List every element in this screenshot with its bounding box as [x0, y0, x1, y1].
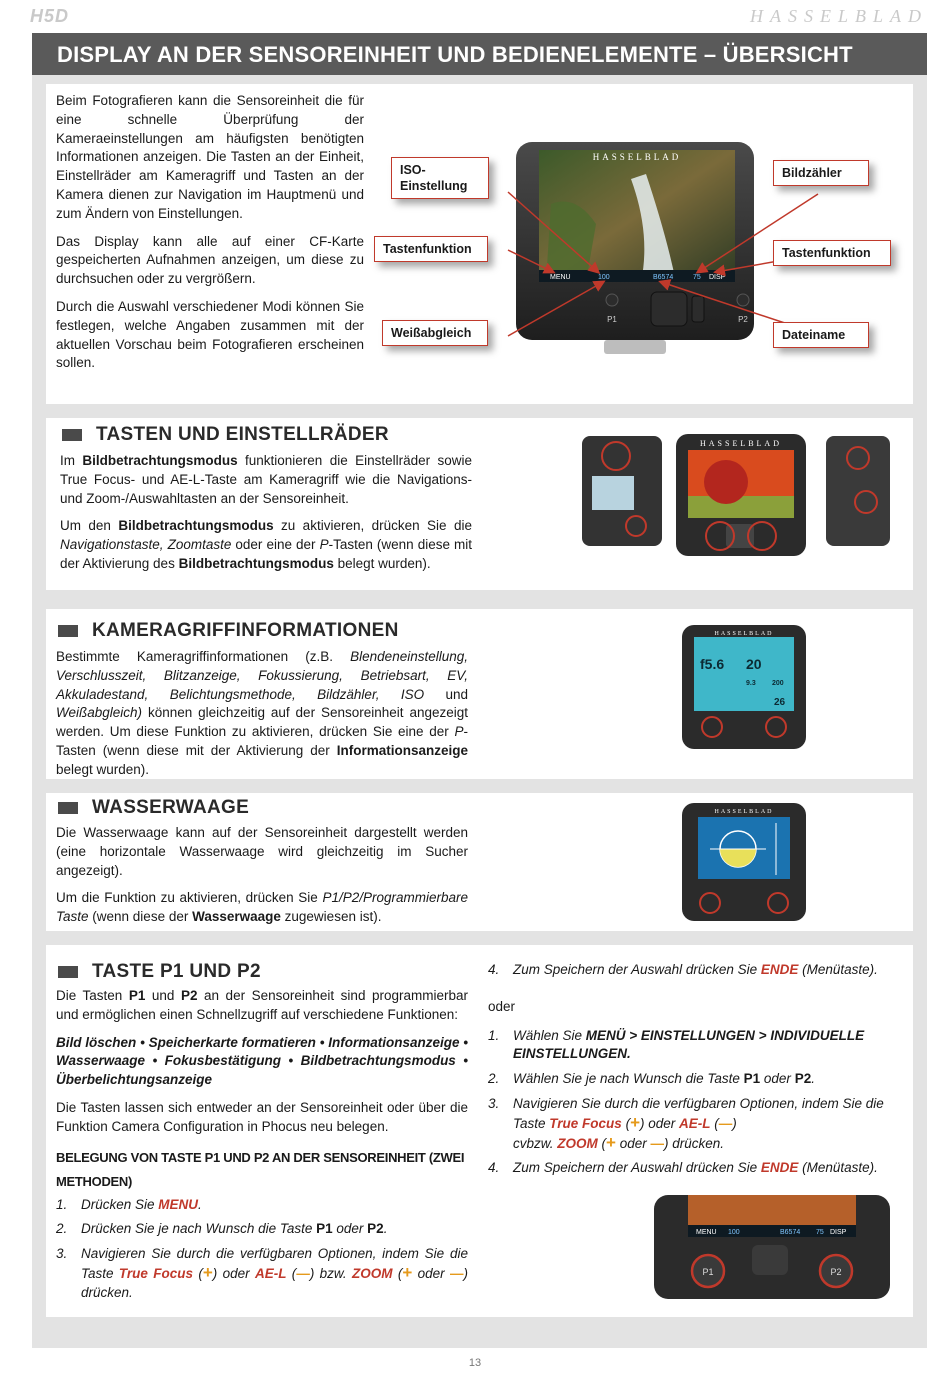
lcd-ev: 9.3 [746, 680, 756, 687]
kamera-paragraph: Bestimmte Kameragriffinformationen (z.B. Blendeneinstellung, Verschlusszeit, Blitzanzeige, Fokussierung, Betriebsart, EV, Akkuladestand, Belichtungsmethode, Bildzähler, ISO und Weißabgleich) können gleichzeitig auf der Sensoreinheit angezeigt werden. Um diese Funktion zu aktivieren, drücken Sie eine der P-Tasten (wenn diese mit der Aktivierung der Informationsanzeige belegt wurden). [56, 649, 469, 777]
autumn-lawn [688, 496, 794, 518]
wasser-heading [58, 797, 249, 819]
autumn-tree [704, 460, 748, 504]
p1p2-panel [46, 945, 913, 1317]
wasser-img-brand: HASSELBLAD [714, 809, 774, 815]
callout-tasten-left: Tastenfunktion [374, 236, 488, 262]
p1p2-right-text [488, 961, 898, 1184]
lcd-aperture: f5.6 [700, 656, 725, 672]
tasten-paragraph-2: Um den Bildbetrachtungsmodus zu aktivieren, drücken Sie die Navigationstaste, Zoomtaste oder eine der P-Tasten (wenn diese mit der Aktivierung des Bildbetrachtungsmodus belegt wurden). [60, 518, 473, 571]
method-1-list [56, 1196, 468, 1303]
p2-button[interactable] [737, 294, 749, 306]
method-1-list-cont [488, 961, 898, 980]
heading-marker-icon [62, 429, 82, 441]
tasten-diagram [576, 432, 896, 562]
intro-panel [46, 84, 913, 404]
kamera-text [56, 648, 468, 789]
method-2-step-1: 1. Wählen Sie MENÜ > EINSTELLUNGEN > INDIVIDUELLE EINSTELLUNGEN. [488, 1027, 865, 1062]
p1p2-p1-label: P1 [702, 1267, 714, 1277]
kamera-heading-text: KAMERAGRIFFINFORMATIONEN [92, 620, 399, 641]
wasser-text [56, 824, 468, 936]
zoom-plus-icon: + [606, 1132, 616, 1152]
lcd-count: 26 [774, 697, 786, 708]
p1p2-status-disp: DISP [830, 1229, 847, 1236]
wasser-diagram [680, 801, 810, 925]
heading-marker-icon [58, 966, 78, 978]
kamera-diagram [680, 623, 810, 753]
p1p2-reassign: Die Tasten lassen sich entweder an der Sensoreinheit oder über die Funktion Camera Configuration in Phocus neu belegen. [56, 1099, 468, 1134]
navigation-button[interactable] [651, 292, 687, 326]
grip-lcd [592, 476, 634, 510]
wasser-paragraph-2: Um die Funktion zu aktivieren, drücken Sie P1/P2/Programmierbare Taste (wenn diese der Wasserwaage zugewiesen ist). [56, 890, 468, 925]
wasser-paragraph-1: Die Wasserwaage kann auf der Sensoreinheit dargestellt werden (eine horizontale Wasserwaage wird gleichzeitig im Sucher angezeigt). [56, 825, 468, 878]
p1p2-diagram [652, 1195, 892, 1305]
p1-button[interactable] [606, 294, 618, 306]
tasten-heading [62, 424, 389, 446]
p1p2-options: Bild löschen • Speicherkarte formatieren • Informationsanzeige • Wasserwaage • Fokusbestätigung • Bildbetrachtungsmodus • Überbelichtungsanzeige [56, 1034, 468, 1088]
tasten-img-brand: HASSELBLAD [699, 439, 783, 448]
tasten-paragraph-1: Im Bildbetrachtungsmodus funktionieren die Einstellräder sowie True Focus- und AE-L-Taste am Kameragriff wie die Navigations- und Zoom-/Auswahltasten an der Sensoreinheit. [60, 453, 472, 506]
title-bar [32, 33, 927, 75]
camera-side [826, 436, 890, 546]
status-iso: 100 [598, 274, 610, 281]
zoom-minus-icon: — [650, 1135, 664, 1151]
p1p2-intro: Die Tasten P1 und P2 an der Sensoreinheit sind programmierbar und ermöglichen einen Schnellzugriff auf verschiedene Funktionen: [56, 988, 469, 1022]
status-disp: DISP [709, 274, 726, 281]
zoom-minus-icon: — [450, 1265, 464, 1281]
method-2-step-2: 2. Wählen Sie je nach Wunsch die Taste P1 oder P2. [488, 1071, 815, 1087]
tasten-panel [46, 418, 913, 590]
callout-dateiname: Dateiname [773, 322, 869, 348]
tasten-heading-text: TASTEN UND EINSTELLRÄDER [96, 424, 389, 445]
method-1-step-1: 1. Drücken Sie MENU. [56, 1196, 202, 1212]
brand-logo-hasselblad: HASSELBLAD [750, 6, 928, 26]
heading-marker-icon [58, 802, 78, 814]
status-menu: MENU [550, 274, 571, 281]
p1p2-p2-label: P2 [830, 1267, 842, 1277]
wasser-panel [46, 793, 913, 931]
heading-marker-icon [58, 625, 78, 637]
method-2-step-4: 4. Zum Speichern der Auswahl drücken Sie ENDE (Menütaste). [488, 1160, 878, 1176]
p1p2-status-menu: MENU [696, 1229, 717, 1236]
p1-label: P1 [607, 315, 617, 324]
callout-tasten-right: Tastenfunktion [773, 240, 891, 266]
p1p2-left-text [56, 987, 468, 1309]
brand-logo-h5d: H5D [30, 6, 70, 26]
callout-iso-line1: ISO- [400, 163, 426, 177]
status-count: 75 [693, 274, 701, 281]
p1p2-heading-text: TASTE P1 UND P2 [92, 961, 261, 982]
p1p2-status-file: B6574 [780, 1229, 801, 1236]
intro-paragraph-2: Das Display kann alle auf einer CF-Karte gespeicherten Aufnahmen anzeigen, um diese zu durchsuchen oder zu vergrößern. [56, 233, 364, 287]
true-focus-plus-icon: + [630, 1112, 640, 1132]
p1p2-subheading: BELEGUNG VON TASTE P1 UND P2 AN DER SENSOREINHEIT (ZWEI METHODEN) [56, 1149, 465, 1189]
p2-label: P2 [738, 315, 748, 324]
lcd-shutter: 20 [746, 656, 762, 672]
p1p2-heading [58, 961, 261, 983]
method-1-step-4: 4. Zum Speichern der Auswahl drücken Sie ENDE (Menütaste). [488, 962, 878, 977]
kamera-img-brand: HASSELBLAD [714, 631, 774, 637]
intro-text [56, 92, 364, 382]
tasten-text [60, 452, 472, 583]
method-2-step-3: 3. Navigieren Sie durch die verfügbaren Optionen, indem Sie die Taste True Focus (+) oder AE-L (—) cvbzw. ZOOM (+ oder —) drücken. [488, 1095, 884, 1152]
page-number: 13 [468, 1357, 482, 1369]
kamera-panel [46, 609, 913, 779]
method-1-step-3: 3. Navigieren Sie durch die verfügbaren Optionen, indem Sie die Taste True Focus (+) oder AE-L (—) bzw. ZOOM (+ oder —) drücken. [56, 1246, 468, 1300]
method-2-list [488, 1027, 898, 1179]
ae-l-minus-icon: — [296, 1265, 310, 1281]
method-1-step-2: 2. Drücken Sie je nach Wunsch die Taste P1 oder P2. [56, 1221, 388, 1237]
camera-mount [604, 340, 666, 354]
callout-weiss: Weißabgleich [382, 320, 488, 346]
p1p2-autumn-image [688, 1195, 856, 1225]
intro-paragraph-3: Durch die Auswahl verschiedener Modi können Sie festlegen, welche Angaben zusammen mit der aktuellen Vorschau beim Fotografieren erscheinen sollen. [56, 298, 364, 371]
callout-bildzaehler: Bildzähler [773, 160, 869, 186]
callout-iso-line2: Einstellung [400, 179, 468, 193]
p1p2-status-count: 75 [816, 1229, 824, 1236]
lcd-iso: 200 [772, 680, 784, 687]
oder-text: oder [488, 998, 516, 1014]
zoom-button[interactable] [692, 296, 704, 322]
intro-paragraph-1: Beim Fotografieren kann die Sensoreinheit die für eine schnelle Überprüfung der Kameraeinstellungen am häufigsten benötigten Informationen anzeigen. Die Tasten an der Einheit, Einstellräder am Kameragriff und Tasten an der Kamera dienen zur Navigation im Hauptmenü und zum Ändern von Einstellungen. [56, 93, 364, 221]
p1p2-nav-key [752, 1245, 788, 1275]
wasser-heading-text: WASSERWAAGE [92, 797, 250, 818]
status-filename: B6574 [653, 274, 674, 281]
p1p2-status-iso: 100 [728, 1229, 740, 1236]
callout-iso [391, 157, 489, 199]
camera-brand-text: HASSELBLAD [592, 152, 682, 162]
ae-l-minus-icon: — [718, 1115, 733, 1131]
zoom-plus-icon: + [402, 1262, 413, 1282]
true-focus-plus-icon: + [202, 1262, 213, 1282]
kamera-heading [58, 620, 399, 642]
page-title: DISPLAY AN DER SENSOREINHEIT UND BEDIENELEMENTE – ÜBERSICHT [57, 42, 853, 67]
